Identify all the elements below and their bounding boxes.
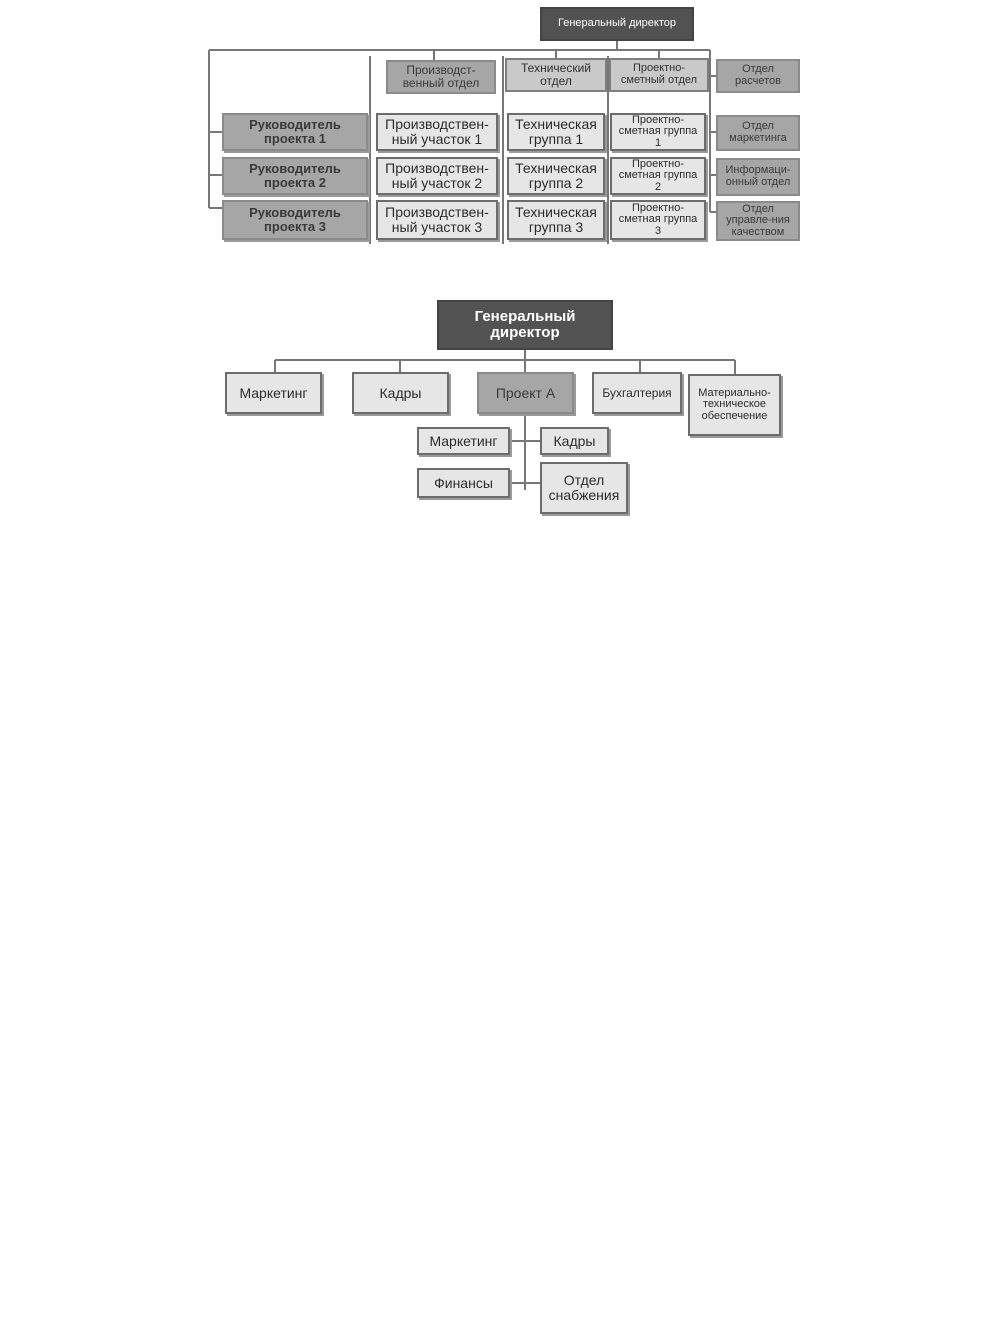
d2-marketing-box: Маркетинг — [225, 372, 322, 414]
d1-project-manager: Руководитель проекта 3 — [222, 200, 368, 240]
d2-project-marketing-box: Маркетинг — [417, 427, 510, 455]
d1-technical-dept: Технический отдел — [505, 58, 607, 92]
d1-production-dept: Производст-венный отдел — [386, 60, 496, 94]
d1-technical-group: Техническая группа 2 — [507, 157, 605, 195]
d1-production-site: Производствен-ный участок 3 — [376, 200, 498, 240]
d1-project-manager: Руководитель проекта 1 — [222, 113, 368, 151]
d2-ceo-box: Генеральный директор — [437, 300, 613, 350]
d2-hr-box: Кадры — [352, 372, 449, 414]
d2-project-supply-box: Отдел снабжения — [540, 462, 628, 514]
d1-ceo-box: Генеральный директор — [540, 7, 694, 41]
d2-logistics-box: Материально-техническое обеспечение — [688, 374, 781, 436]
d2-project-finance-box: Финансы — [417, 468, 510, 498]
d1-estimating-dept: Проектно-сметный отдел — [609, 58, 709, 92]
d2-accounting-box: Бухгалтерия — [592, 372, 682, 414]
d1-side-dept: Информаци-онный отдел — [716, 158, 800, 196]
d1-estimating-group: Проектно-сметная группа 2 — [610, 157, 706, 195]
d2-project-hr-box: Кадры — [540, 427, 609, 455]
d1-technical-group: Техническая группа 3 — [507, 200, 605, 240]
d1-production-site: Производствен-ный участок 2 — [376, 157, 498, 195]
d1-project-manager: Руководитель проекта 2 — [222, 157, 368, 195]
d2-project-a-box: Проект А — [477, 372, 574, 414]
d1-settlements-dept: Отдел расчетов — [716, 59, 800, 93]
d1-production-site: Производствен-ный участок 1 — [376, 113, 498, 151]
d1-technical-group: Техническая группа 1 — [507, 113, 605, 151]
d1-side-dept: Отдел маркетинга — [716, 115, 800, 151]
d1-side-dept: Отдел управле-ния качеством — [716, 201, 800, 241]
d1-estimating-group: Проектно-сметная группа 1 — [610, 113, 706, 151]
d1-estimating-group: Проектно-сметная группа 3 — [610, 200, 706, 240]
